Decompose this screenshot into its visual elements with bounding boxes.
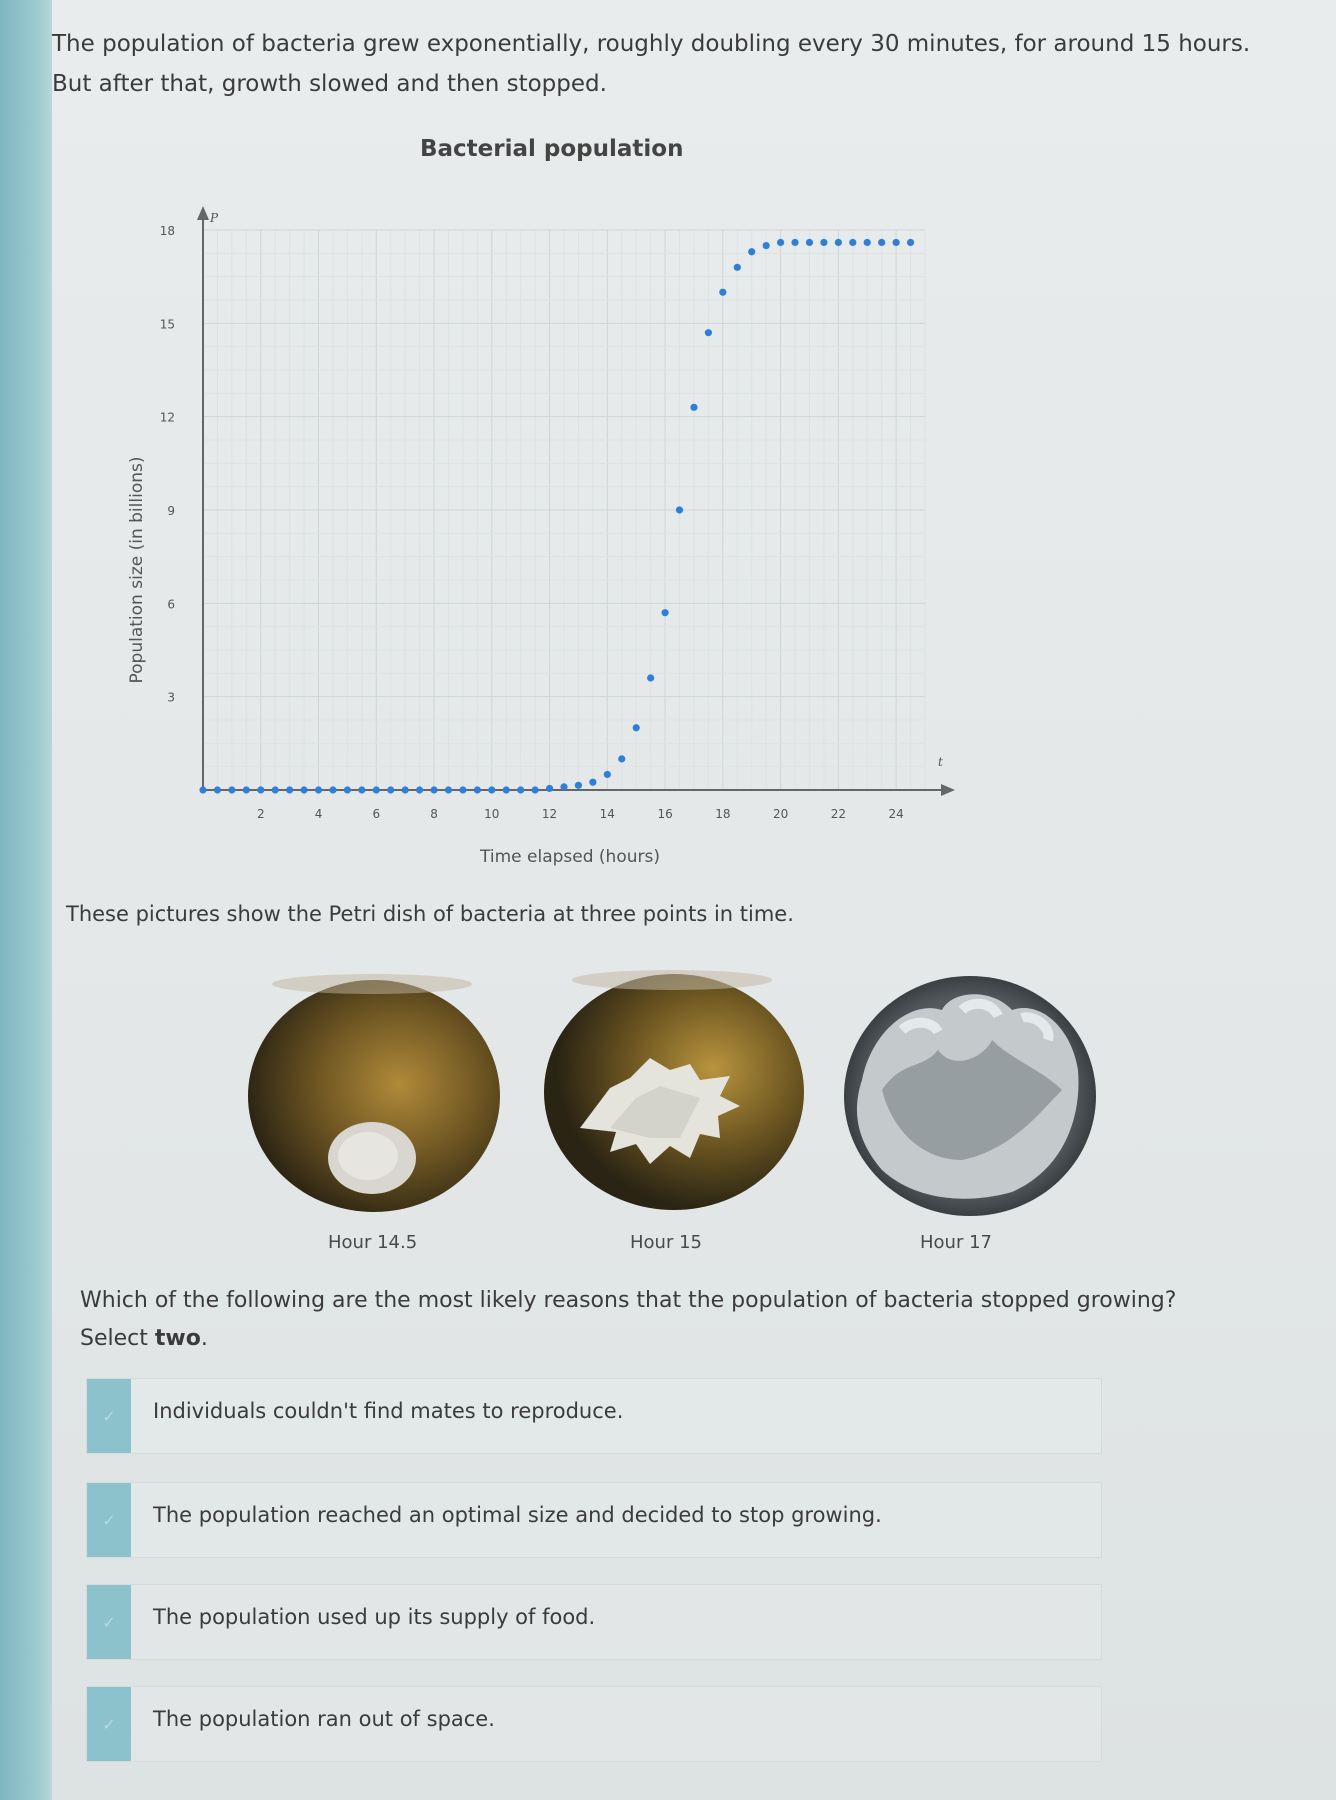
chart-points xyxy=(199,239,914,794)
data-point xyxy=(199,786,206,793)
data-point xyxy=(676,506,683,513)
petri-dish-image-2 xyxy=(540,968,810,1212)
data-point xyxy=(907,239,914,246)
left-sidebar xyxy=(0,0,52,1800)
data-point xyxy=(690,404,697,411)
x-tick-label: 24 xyxy=(888,807,904,821)
data-point xyxy=(589,779,596,786)
checkmark-icon: ✓ xyxy=(102,1612,116,1632)
data-point xyxy=(243,786,250,793)
x-axis-label: Time elapsed (hours) xyxy=(480,847,660,867)
x-tick-label: 12 xyxy=(541,807,558,821)
x-tick-label: 14 xyxy=(599,807,615,821)
data-point xyxy=(604,771,611,778)
data-point xyxy=(647,674,654,681)
x-tick-label: 18 xyxy=(715,807,731,821)
data-point xyxy=(705,329,712,336)
checkbox-2[interactable] xyxy=(87,1483,131,1557)
data-point xyxy=(402,786,409,793)
data-point xyxy=(286,786,293,793)
x-tick-label: 8 xyxy=(430,807,438,821)
petri-dish-image-3 xyxy=(842,970,1098,1220)
question-emphasis: two xyxy=(154,1326,201,1351)
data-point xyxy=(777,239,784,246)
chart-title: Bacterial population xyxy=(420,136,684,162)
pictures-caption: These pictures show the Petri dish of bacteria at three points in time. xyxy=(66,902,794,926)
y-axis-arrow xyxy=(197,206,209,220)
data-point xyxy=(272,786,279,793)
x-tick-label: 4 xyxy=(314,807,323,821)
data-point xyxy=(546,785,553,792)
data-point xyxy=(315,786,322,793)
x-tick-label: 22 xyxy=(830,807,847,821)
y-tick-label: 3 xyxy=(167,690,175,705)
data-point xyxy=(618,755,625,762)
y-tick-label: 15 xyxy=(159,317,175,332)
data-point xyxy=(300,786,307,793)
data-point xyxy=(344,786,351,793)
checkbox-1[interactable] xyxy=(87,1379,131,1453)
data-point xyxy=(474,786,481,793)
x-axis-symbol: t xyxy=(938,755,943,769)
y-axis-symbol: P xyxy=(210,211,219,225)
data-point xyxy=(329,786,336,793)
data-point xyxy=(806,239,813,246)
intro-text: The population of bacteria grew exponentially, roughly doubling every 30 minutes, for around 15 hours. But after that, growth slowed and then stopped. xyxy=(52,31,1251,97)
data-point xyxy=(532,786,539,793)
choice-label-1: Individuals couldn't find mates to reproduce. xyxy=(153,1399,624,1423)
data-point xyxy=(430,786,437,793)
data-point xyxy=(849,239,856,246)
data-point xyxy=(373,786,380,793)
y-axis-label: Population size (in billions) xyxy=(127,456,147,684)
data-point xyxy=(416,786,423,793)
choice-option-3[interactable] xyxy=(86,1584,1102,1660)
question-prefix: Which of the following are the most likely reasons that the population of bacteria stopped growing? Select xyxy=(80,1288,1177,1351)
checkmark-icon: ✓ xyxy=(102,1714,116,1734)
data-point xyxy=(820,239,827,246)
data-point xyxy=(748,248,755,255)
x-tick-label: 10 xyxy=(484,807,500,821)
checkbox-4[interactable] xyxy=(87,1687,131,1761)
data-point xyxy=(387,786,394,793)
y-tick-label: 6 xyxy=(167,597,175,612)
data-point xyxy=(633,724,640,731)
data-point xyxy=(503,786,510,793)
data-point xyxy=(893,239,900,246)
chart-ticks xyxy=(160,224,904,821)
x-tick-label: 6 xyxy=(372,807,381,821)
data-point xyxy=(459,786,466,793)
x-axis-arrow xyxy=(941,784,955,796)
choice-label-2: The population reached an optimal size and decided to stop growing. xyxy=(153,1503,882,1527)
y-tick-label: 9 xyxy=(167,504,175,518)
dish-label-2: Hour 15 xyxy=(630,1232,702,1253)
choice-label-4: The population ran out of space. xyxy=(153,1707,495,1731)
dish-label-3: Hour 17 xyxy=(920,1232,992,1253)
data-point xyxy=(878,239,885,246)
bacterial-population-chart xyxy=(100,200,960,880)
choice-label-3: The population used up its supply of food. xyxy=(153,1605,596,1629)
chart-grid xyxy=(203,230,925,790)
checkmark-icon: ✓ xyxy=(102,1510,116,1530)
data-point xyxy=(734,264,741,271)
y-tick-label: 12 xyxy=(159,410,175,425)
data-point xyxy=(214,786,221,793)
y-tick-label: 18 xyxy=(159,224,175,238)
x-tick-label: 16 xyxy=(657,807,673,821)
x-tick-label: 20 xyxy=(772,807,789,821)
data-point xyxy=(719,289,726,296)
question-text xyxy=(80,1282,1220,1358)
data-point xyxy=(560,783,567,790)
chart-axes xyxy=(197,206,955,796)
choice-option-4[interactable] xyxy=(86,1686,1102,1762)
data-point xyxy=(763,242,770,249)
data-point xyxy=(661,609,668,616)
question-suffix: . xyxy=(200,1326,208,1351)
data-point xyxy=(791,239,798,246)
checkmark-icon: ✓ xyxy=(102,1406,116,1426)
x-tick-label: 2 xyxy=(256,807,265,821)
data-point xyxy=(257,786,264,793)
choice-option-1[interactable] xyxy=(86,1378,1102,1454)
dish-label-1: Hour 14.5 xyxy=(328,1232,418,1253)
data-point xyxy=(228,786,235,793)
data-point xyxy=(488,786,495,793)
data-point xyxy=(835,239,842,246)
data-point xyxy=(358,786,365,793)
choice-option-2[interactable] xyxy=(86,1482,1102,1558)
petri-dish-image-1 xyxy=(246,970,506,1214)
data-point xyxy=(864,239,871,246)
data-point xyxy=(517,786,524,793)
data-point xyxy=(575,782,582,789)
checkbox-3[interactable] xyxy=(87,1585,131,1659)
data-point xyxy=(445,786,452,793)
